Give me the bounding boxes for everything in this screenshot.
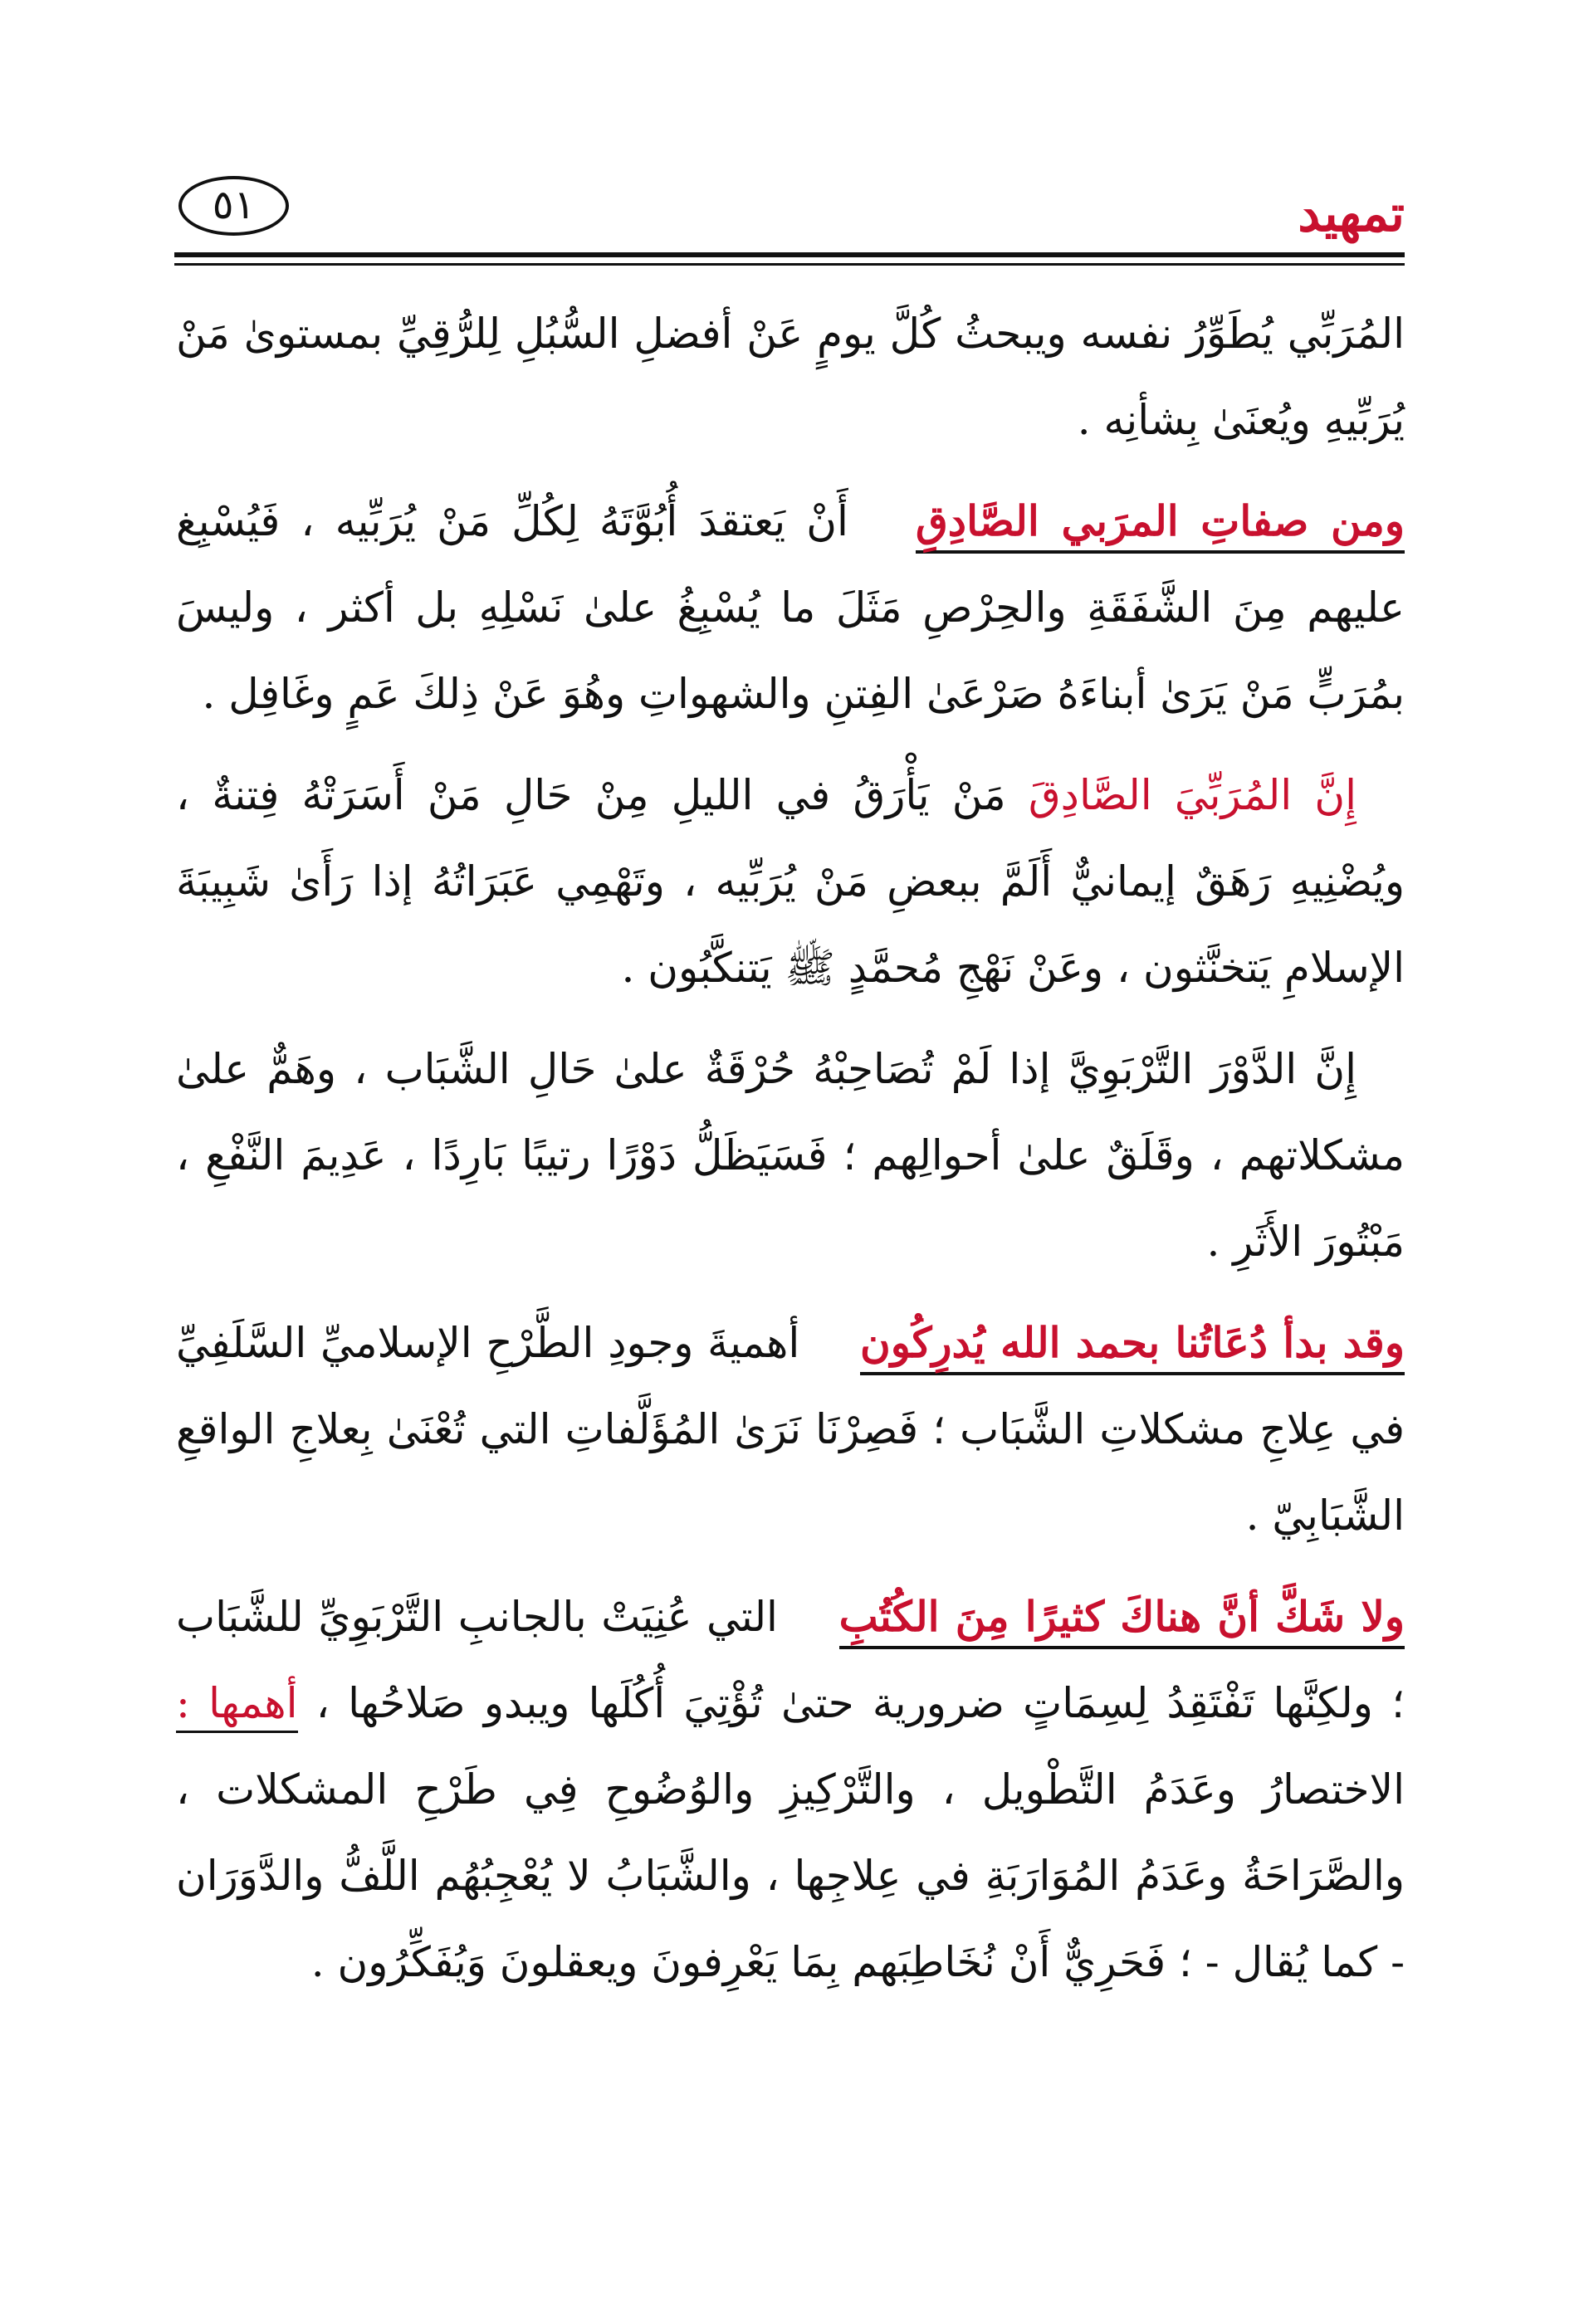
paragraph-6-heading: ولا شَكَّ أنَّ هناكَ كثيرًا مِنَ الكُتُبِ bbox=[839, 1592, 1405, 1649]
body-text bbox=[176, 290, 1405, 2266]
paragraph-4-text: إِنَّ الدَّوْرَ التَّرْبَوِيَّ إذا لَمْ تُصَاحِبْهُ حُرْقَةٌ علىٰ حَالِ الشَّبَاب ، وهَمٌّ علىٰ مشكلاتهم ، وقَلَقٌ علىٰ أحوالِهم ؛ فَسَيَظَلُّ دَوْرًا رتيبًا بَارِدًا ، عَدِيمَ النَّفْعِ ، مَبْتُورَ الأَثَرِ . bbox=[176, 1045, 1405, 1266]
header-rule-thin bbox=[174, 263, 1405, 266]
paragraph-6-text-a: التي عُنِيَتْ بالجانبِ التَّرْبَوِيِّ للشَّبَاب ؛ ولكِنَّها تَفْتَقِدُ لِسِمَاتٍ ضرورية حتىٰ تُؤْتِيَ أُكُلَها ويبدو صَلاحُها ، bbox=[176, 1593, 1405, 1727]
page-header bbox=[0, 0, 1579, 274]
paragraph-3 bbox=[176, 752, 1405, 1011]
paragraph-5-text: أهميةَ وجودِ الطَّرْحِ الإسلاميِّ السَّلَفِيِّ في عِلاجِ مشكلاتِ الشَّبَاب ؛ فَصِرْنَا نَرَىٰ المُؤَلَّفاتِ التي تُعْنَىٰ بِعلاجِ الواقعِ الشَّبَابِيّ . bbox=[176, 1319, 1405, 1540]
paragraph-2-text: أَنْ يَعتقدَ أُبُوَّتَهُ لِكُلِّ مَنْ يُرَبِّيه ، فَيُسْبِغ عليهم مِنَ الشَّفَقَةِ والحِرْصِ مَثَلَ ما يُسْبِغُ علىٰ نَسْلِهِ بل أكثر ، وليسَ بمُرَبٍّ مَنْ يَرَىٰ أبناءَهُ صَرْعَىٰ الفِتنِ والشهواتِ وهُوَ عَنْ ذِلكَ عَمٍ وغَافِل . bbox=[176, 497, 1405, 718]
page-number: ٥١ bbox=[178, 176, 289, 236]
header-rule-thick bbox=[174, 252, 1405, 257]
paragraph-6 bbox=[176, 1574, 1405, 2005]
paragraph-1-text: المُرَبِّي يُطَوِّرُ نفسه ويبحثُ كُلَّ يومٍ عَنْ أفضلِ السُّبُلِ لِلرُّقِيِّ بمستوىٰ مَنْ يُرَبِّيهِ ويُعنَىٰ بِشأنِه . bbox=[176, 310, 1405, 444]
paragraph-5-heading: وقد بدأ دُعَاتُنا بحمد الله يُدرِكُون bbox=[860, 1318, 1405, 1375]
paragraph-5 bbox=[176, 1300, 1405, 1559]
paragraph-3-lead: إِنَّ المُرَبِّيَ الصَّادِقَ bbox=[1028, 771, 1357, 819]
chapter-title: تمهيد bbox=[1298, 185, 1405, 243]
paragraph-6-text-b: الاختصارُ وعَدَمُ التَّطْويل ، والتَّرْكِيزِ والوُضُوحِ فِي طَرْحِ المشكلات ، والصَّرَاحَةُ وعَدَمُ المُوَارَبَةِ في عِلاجِها ، والشَّبَابُ لا يُعْجِبُهُم اللَّفُّ والدَّوَرَان - كما يُقال - ؛ فَحَرِيٌّ أَنْ نُخَاطِبَهم بِمَا يَعْرِفونَ ويعقلونَ وَيُفَكِّرُون . bbox=[176, 1765, 1405, 1986]
paragraph-2-heading: ومن صفاتِ المرَبي الصَّادِقِ bbox=[916, 496, 1405, 554]
paragraph-2 bbox=[176, 478, 1405, 737]
paragraph-3-text: مَنْ يَأْرَقُ في الليلِ مِنْ حَالِ مَنْ أَسَرَتْهُ فِتنةٌ ، ويُضْنِيهِ رَهَقٌ إيمانيٌّ أَلَمَّ ببعضِ مَنْ يُرَبِّيه ، وتَهْمِي عَبَرَاتُهُ إذا رَأَىٰ شَبِيبَةَ الإسلامِ يَتخنَّثون ، وعَنْ نَهْجِ مُحمَّدٍ ﷺ يَتنكَّبُون . bbox=[176, 771, 1405, 992]
paragraph-4 bbox=[176, 1026, 1405, 1285]
paragraph-6-marker: أهمها : bbox=[176, 1679, 298, 1733]
paragraph-1 bbox=[176, 290, 1405, 463]
